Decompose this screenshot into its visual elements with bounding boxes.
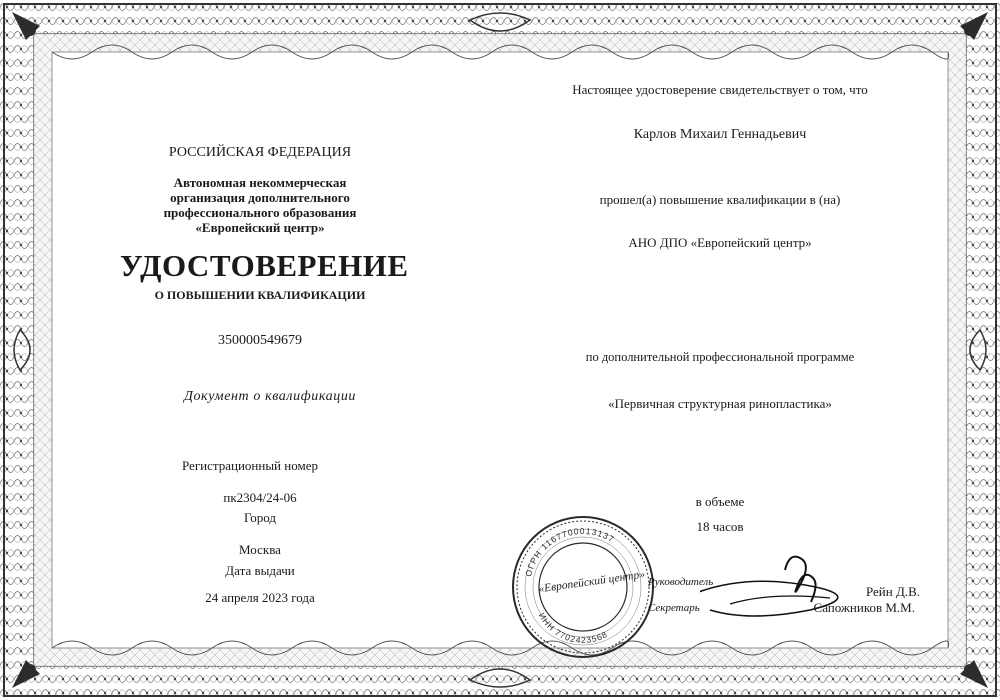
registration-number-label: Регистрационный номер: [182, 458, 318, 473]
document-title: УДОСТОВЕРЕНИЕ: [120, 248, 409, 283]
country-name: РОССИЙСКАЯ ФЕДЕРАЦИЯ: [168, 145, 352, 160]
city-label: Город: [243, 510, 277, 525]
organization-line-4: «Европейский центр»: [195, 220, 325, 235]
organization-line-1: Автономная некоммерческая: [173, 175, 347, 190]
document-type: Документ о квалификации: [183, 389, 357, 404]
organization-short-name: АНО ДПО «Европейский центр»: [628, 235, 812, 250]
document-subtitle: О ПОВЫШЕНИИ КВАЛИФИКАЦИИ: [154, 288, 366, 302]
registration-number-value: пк2304/24-06: [223, 490, 297, 505]
secretary-name: Сапожников М.М.: [813, 600, 915, 615]
stamp-ogrn: ОГРН 1167700013137: [523, 525, 617, 578]
organization-line-3: профессионального образования: [163, 205, 357, 220]
head-role-label: Руководитель: [648, 576, 714, 588]
program-label: по дополнительной профессиональной программе: [585, 350, 855, 364]
issue-date-label: Дата выдачи: [225, 563, 295, 578]
secretary-role-label: Секретарь: [648, 602, 700, 614]
stamp-inn: ИНН 7702423568: [536, 610, 610, 646]
organization-full-name: [130, 175, 390, 235]
head-name: Рейн Д.В.: [865, 584, 920, 599]
city-value: Москва: [239, 542, 281, 557]
organization-line-2: организация дополнительного: [170, 190, 350, 205]
passed-text: прошел(а) повышение квалификации в (на): [599, 192, 841, 207]
person-name: Карлов Михаил Геннадьевич: [633, 127, 807, 142]
stamp-center-text: «Европейский центр»: [537, 568, 646, 596]
document-number: 350000549679: [218, 333, 302, 348]
issue-date-value: 24 апреля 2023 года: [205, 590, 315, 605]
hours-value: 18 часов: [696, 519, 744, 534]
intro-text: Настоящее удостоверение свидетельствует о том, что: [572, 82, 868, 97]
volume-label: в объеме: [695, 494, 745, 509]
program-name: «Первичная структурная ринопластика»: [608, 396, 832, 411]
